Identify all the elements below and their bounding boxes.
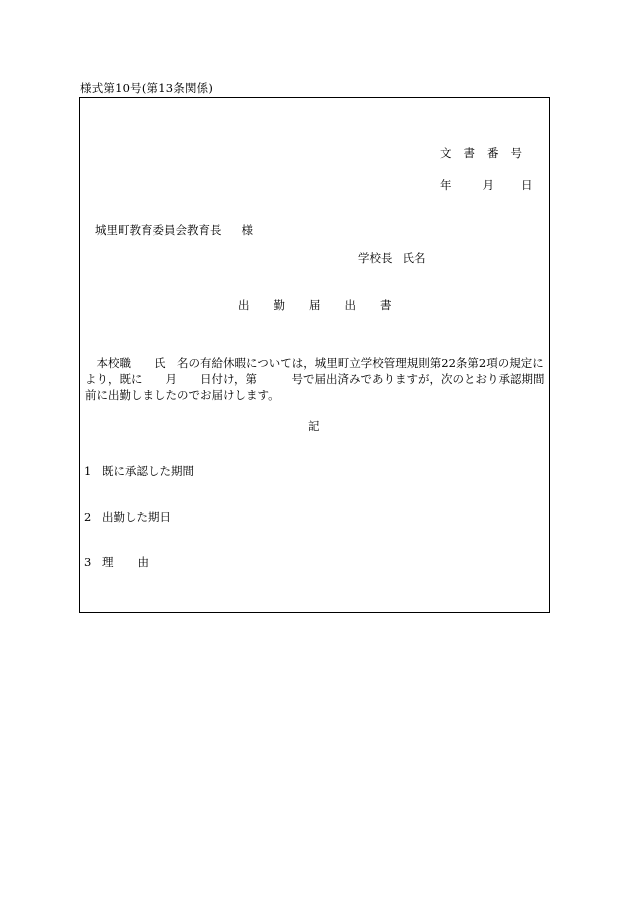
list-item-approved-period — [84, 463, 194, 479]
item-label-b: 由 — [137, 555, 149, 569]
form-label: 様式第10号(第13条関係) — [80, 81, 214, 95]
list-item-reason — [84, 554, 149, 570]
body-paragraph — [85, 355, 547, 403]
item-label-a: 理 — [102, 555, 114, 569]
addressee-honorific: 様 — [241, 223, 253, 237]
addressee-name: 城里町教育委員会教育長 — [95, 223, 222, 237]
date-year: 年 — [440, 178, 452, 192]
item-number: 1 — [84, 464, 92, 478]
title-char: 届 — [309, 298, 321, 312]
document-number-label: 文書番号 — [440, 146, 534, 160]
body-line: より，既に 月 日付け，第 号で届出済みでありますが，次のとおり承認期間 — [85, 372, 545, 386]
item-label: 出勤した期日 — [102, 510, 171, 524]
date-day: 日 — [521, 178, 533, 192]
body-line: 前に出勤しましたのでお届けします。 — [85, 388, 280, 402]
title-char: 出 — [344, 298, 356, 312]
ki-heading: 記 — [308, 419, 320, 433]
document-title — [238, 297, 392, 313]
sender — [358, 250, 426, 266]
item-number: 2 — [84, 510, 92, 524]
addressee — [95, 222, 253, 238]
sender-title: 学校長 — [358, 251, 393, 265]
title-char: 勤 — [273, 298, 285, 312]
item-label: 既に承認した期間 — [102, 464, 194, 478]
item-number: 3 — [84, 555, 92, 569]
title-char: 書 — [380, 298, 392, 312]
date-line — [440, 177, 533, 193]
title-char: 出 — [238, 298, 250, 312]
list-item-work-date — [84, 509, 171, 525]
body-line: 本校職 氏 名の有給休暇については，城里町立学校管理規則第22条第2項の規定に — [85, 356, 544, 370]
date-month: 月 — [482, 178, 494, 192]
sender-name-label: 氏名 — [402, 251, 426, 265]
